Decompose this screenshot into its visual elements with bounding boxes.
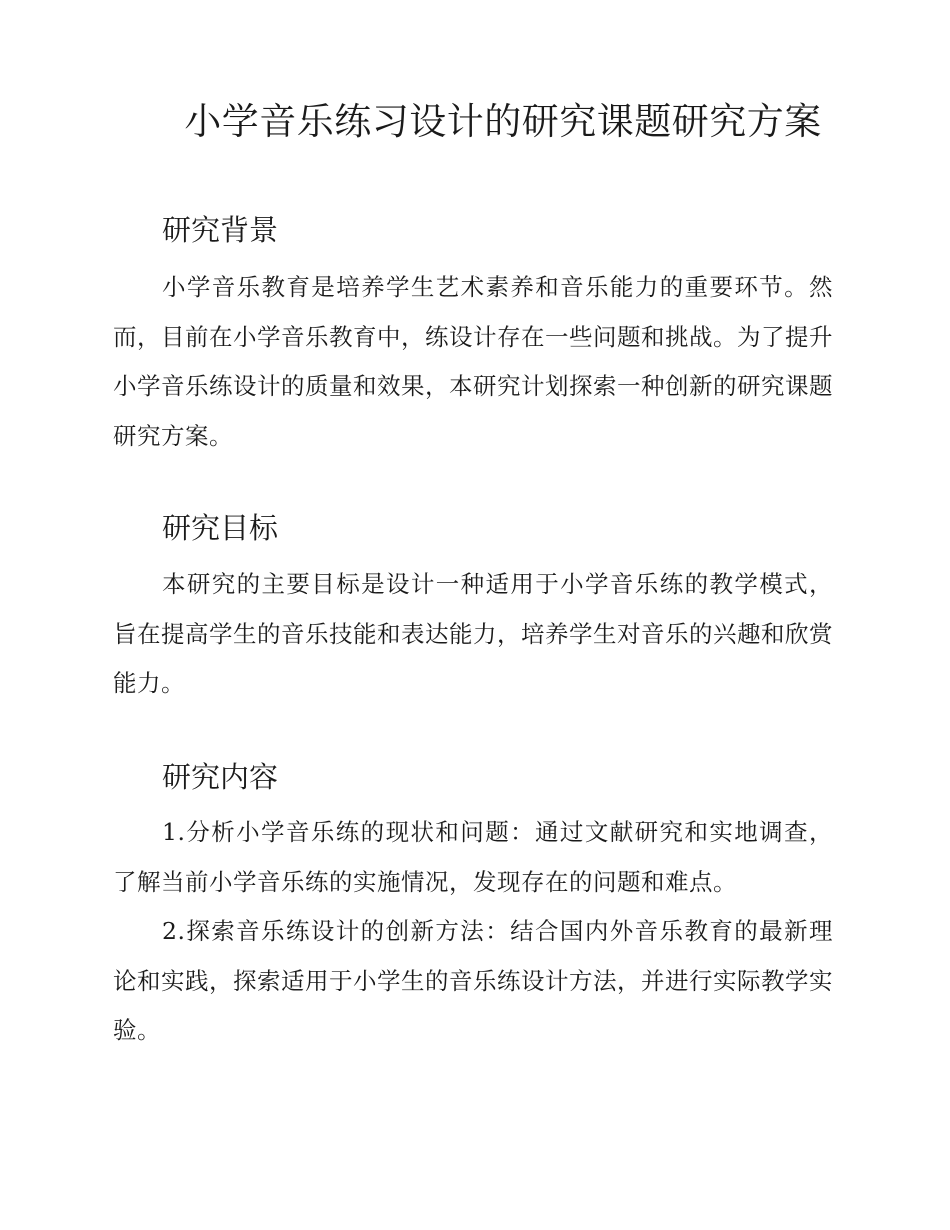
section-heading-objectives: 研究目标	[162, 511, 279, 545]
background-paragraph: 小学音乐教育是培养学生艺术素养和音乐能力的重要环节。然而，目前在小学音乐教育中，练设计存在一些问题和挑战。为了提升小学音乐练设计的质量和效果，本研究计划探索一种创新的研究课题研究方案。	[113, 273, 833, 450]
section-heading-background: 研究背景	[162, 213, 279, 247]
section-heading-content: 研究内容	[162, 760, 279, 794]
content-item-1: 1.分析小学音乐练的现状和问题：通过文献研究和实地调查，了解当前小学音乐练的实施情况，发现存在的问题和难点。	[113, 818, 833, 896]
objectives-paragraph: 本研究的主要目标是设计一种适用于小学音乐练的教学模式，旨在提高学生的音乐技能和表达能力，培养学生对音乐的兴趣和欣赏能力。	[113, 570, 833, 697]
content-item-2: 2.探索音乐练设计的创新方法：结合国内外音乐教育的最新理论和实践，探索适用于小学生的音乐练设计方法，并进行实际教学实验。	[113, 917, 833, 1044]
document-title: 小学音乐练习设计的研究课题研究方案	[184, 100, 822, 143]
